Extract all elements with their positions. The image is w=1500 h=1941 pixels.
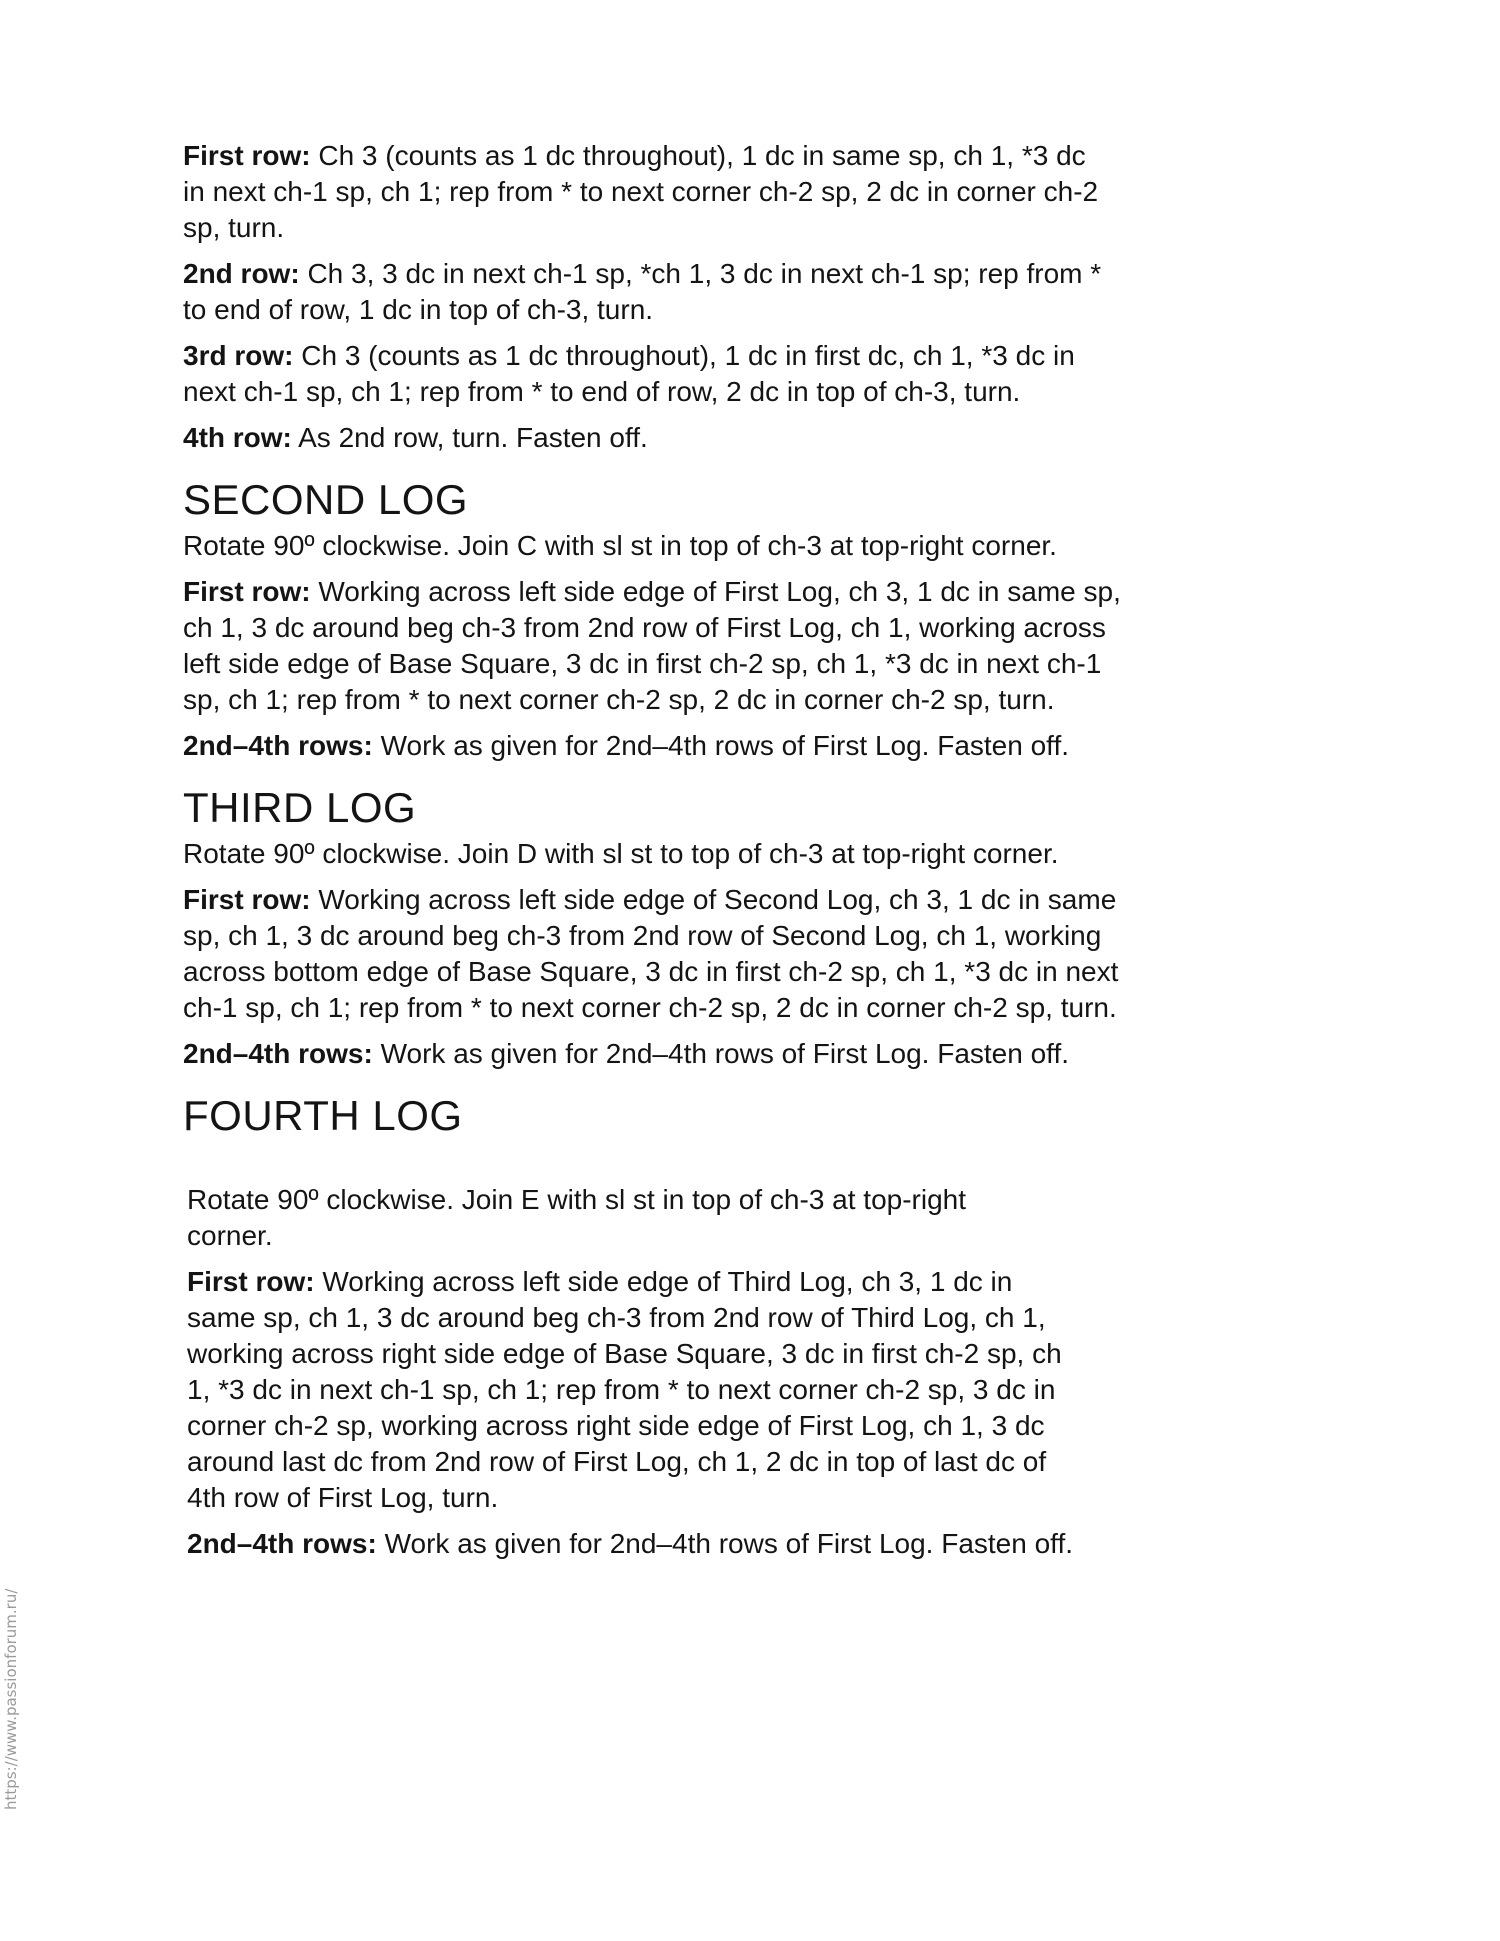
heading-second-log: SECOND LOG <box>183 476 469 523</box>
row-text: Working across left side edge of Second Log, ch 3, 1 dc in same sp, ch 1, 3 dc around beg ch-3 from 2nd row of Second Log, ch 1, working across bottom edge of Base Square, 3 dc in first ch-2 sp, ch 1, *3 dc in next ch-1 sp, ch 1; rep from * to next corner ch-2 sp, 2 dc in corner ch-2 sp, turn. <box>183 884 1119 1023</box>
paragraph-first-log-row-4 <box>183 420 1133 456</box>
row-label: 2nd–4th rows: <box>183 1038 373 1069</box>
intro-text: Rotate 90º clockwise. Join D with sl st to top of ch-3 at top-right corner. <box>183 838 1059 869</box>
row-text: Ch 3, 3 dc in next ch-1 sp, *ch 1, 3 dc in next ch-1 sp; rep from * to end of row, 1 dc in top of ch-3, turn. <box>183 258 1102 325</box>
row-label: First row: <box>183 884 311 915</box>
paragraph-fourth-log-rows-2-4 <box>183 1526 1087 1562</box>
intro-text: Rotate 90º clockwise. Join C with sl st in top of ch-3 at top-right corner. <box>183 530 1057 561</box>
row-label: 4th row: <box>183 422 292 453</box>
row-text: Working across left side edge of First Log, ch 3, 1 dc in same sp, ch 1, 3 dc around beg ch-3 from 2nd row of First Log, ch 1, working across left side edge of Base Square, 3 dc in first ch-2 sp, ch 1, *3 dc in next ch-1 sp, ch 1; rep from * to next corner ch-2 sp, 2 dc in corner ch-2 sp, turn. <box>183 576 1121 715</box>
row-label: 3rd row: <box>183 340 294 371</box>
row-text: Ch 3 (counts as 1 dc throughout), 1 dc in first dc, ch 1, *3 dc in next ch-1 sp, ch 1; rep from * to end of row, 2 dc in top of ch-3, turn. <box>183 340 1075 407</box>
intro-text: Rotate 90º clockwise. Join E with sl st in top of ch-3 at top-right corner. <box>187 1184 967 1251</box>
row-label: 2nd–4th rows: <box>183 730 373 761</box>
row-text: Working across left side edge of Third Log, ch 3, 1 dc in same sp, ch 1, 3 dc around beg ch-3 from 2nd row of Third Log, ch 1, working across right side edge of Base Square, 3 dc in first ch-2 sp, ch 1, *3 dc in next ch-1 sp, ch 1; rep from * to next corner ch-2 sp, 3 dc in corner ch-2 sp, working across right side edge of First Log, ch 1, 3 dc around last dc from 2nd row of First Log, ch 1, 2 dc in top of last dc of 4th row of First Log, turn. <box>187 1266 1062 1513</box>
row-label: First row: <box>183 576 311 607</box>
paragraph-first-log-row-2 <box>183 256 1113 328</box>
row-text: Work as given for 2nd–4th rows of First Log. Fasten off. <box>372 730 1069 761</box>
row-text: As 2nd row, turn. Fasten off. <box>291 422 648 453</box>
paragraph-third-log-intro <box>183 836 1063 872</box>
heading-third-log: THIRD LOG <box>183 784 417 831</box>
paragraph-third-log-rows-2-4 <box>183 1036 1123 1072</box>
paragraph-fourth-log-row-1 <box>183 1264 1067 1516</box>
document-body <box>183 138 1133 1572</box>
row-label: 2nd–4th rows: <box>187 1528 377 1559</box>
paragraph-second-log-intro <box>183 528 1063 564</box>
row-label: First row: <box>183 140 311 171</box>
watermark-url: https://www.passionforum.ru/ <box>2 1588 20 1810</box>
row-label: 2nd row: <box>183 258 300 289</box>
paragraph-second-log-row-1 <box>183 574 1123 718</box>
paragraph-third-log-row-1 <box>183 882 1123 1026</box>
row-text: Work as given for 2nd–4th rows of First Log. Fasten off. <box>376 1528 1073 1559</box>
heading-fourth-log: FOURTH LOG <box>183 1092 463 1139</box>
row-text: Work as given for 2nd–4th rows of First Log. Fasten off. <box>372 1038 1069 1069</box>
paragraph-first-log-row-1 <box>183 138 1113 246</box>
row-text: Ch 3 (counts as 1 dc throughout), 1 dc in same sp, ch 1, *3 dc in next ch-1 sp, ch 1; rep from * to next corner ch-2 sp, 2 dc in corner ch-2 sp, turn. <box>183 140 1099 243</box>
paragraph-first-log-row-3 <box>183 338 1113 410</box>
row-label: First row: <box>187 1266 315 1297</box>
paragraph-second-log-rows-2-4 <box>183 728 1123 764</box>
paragraph-fourth-log-intro <box>183 1182 1047 1254</box>
